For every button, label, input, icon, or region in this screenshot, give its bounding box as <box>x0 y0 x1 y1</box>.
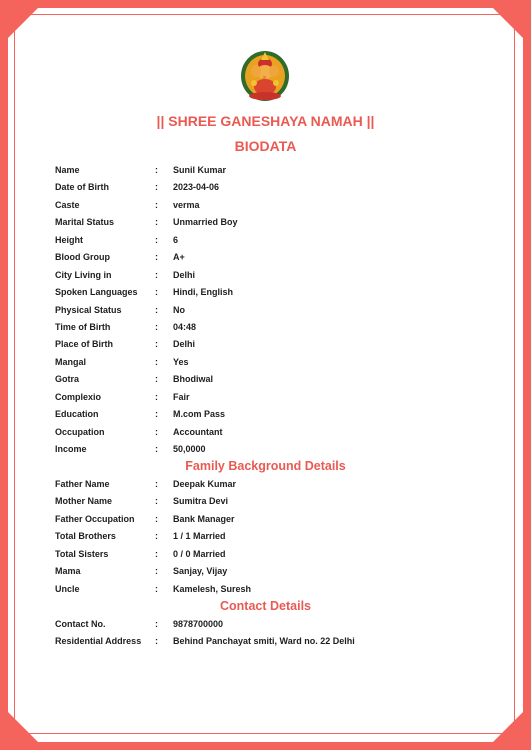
detail-row <box>55 319 475 336</box>
detail-value: 04:48 <box>173 321 197 332</box>
contact-details-heading: Contact Details <box>220 599 311 613</box>
detail-row <box>55 284 475 301</box>
detail-value: Sumitra Devi <box>173 496 229 507</box>
detail-separator: : <box>155 234 158 245</box>
detail-value: 0 / 0 Married <box>173 548 226 559</box>
detail-row <box>55 336 475 353</box>
detail-row <box>55 441 475 458</box>
detail-label: Mangal <box>55 356 87 367</box>
detail-row <box>55 371 475 388</box>
detail-row <box>55 232 475 249</box>
detail-separator: : <box>155 409 158 420</box>
detail-value: Unmarried Boy <box>173 217 238 228</box>
detail-label: Uncle <box>55 583 80 594</box>
detail-value: 50,0000 <box>173 444 206 454</box>
detail-label: Complexio <box>55 391 102 402</box>
detail-value: Accountant <box>173 426 223 437</box>
detail-separator: : <box>155 391 158 402</box>
personal-details-section <box>55 162 475 458</box>
detail-row <box>55 354 475 371</box>
detail-separator: : <box>155 513 158 524</box>
detail-row <box>55 493 475 510</box>
detail-separator: : <box>155 287 158 298</box>
detail-label: Physical Status <box>55 304 122 315</box>
detail-value: Bank Manager <box>173 513 235 524</box>
detail-row <box>55 616 475 633</box>
detail-value: 1 / 1 Married <box>173 531 226 542</box>
detail-label: Total Brothers <box>55 531 116 542</box>
detail-separator: : <box>155 356 158 367</box>
detail-label: Height <box>55 234 83 245</box>
detail-value: Bhodiwal <box>173 374 213 385</box>
detail-separator: : <box>155 269 158 280</box>
detail-row <box>55 302 475 319</box>
detail-value: M.com Pass <box>173 409 226 420</box>
detail-row <box>55 214 475 231</box>
detail-label: Residential Address <box>55 636 142 647</box>
detail-separator: : <box>155 339 158 350</box>
detail-row <box>55 179 475 196</box>
detail-separator: : <box>155 304 158 315</box>
detail-row <box>55 162 475 179</box>
detail-value: Hindi, English <box>173 287 233 298</box>
detail-label: Time of Birth <box>55 321 111 332</box>
family-details-section <box>55 476 475 598</box>
detail-row <box>55 546 475 563</box>
detail-row <box>55 389 475 406</box>
detail-row <box>55 476 475 493</box>
detail-value: Delhi <box>173 269 196 280</box>
detail-value: Sanjay, Vijay <box>173 566 228 577</box>
detail-label: Father Name <box>55 479 110 489</box>
mantra-heading: || SHREE GANESHAYA NAMAH || <box>156 113 375 129</box>
detail-separator: : <box>155 182 158 193</box>
detail-value: No <box>173 304 185 315</box>
detail-separator: : <box>155 531 158 542</box>
detail-separator: : <box>155 321 158 332</box>
detail-label: Income <box>55 444 87 454</box>
detail-value: Sunil Kumar <box>173 165 227 175</box>
detail-separator: : <box>155 619 158 629</box>
detail-value: A+ <box>173 252 185 263</box>
detail-label: Father Occupation <box>55 513 135 524</box>
detail-row <box>55 267 475 284</box>
detail-separator: : <box>155 479 158 489</box>
detail-separator: : <box>155 217 158 228</box>
detail-separator: : <box>155 548 158 559</box>
detail-row <box>55 197 475 214</box>
detail-label: Caste <box>55 199 80 210</box>
ganesha-icon <box>240 50 290 102</box>
detail-row <box>55 406 475 423</box>
detail-label: Spoken Languages <box>55 287 138 298</box>
detail-label: City Living in <box>55 269 112 280</box>
detail-row <box>55 528 475 545</box>
detail-label: Blood Group <box>55 252 110 263</box>
detail-value: Kamelesh, Suresh <box>173 583 252 594</box>
detail-value: 2023-04-06 <box>173 182 220 193</box>
detail-label: Mother Name <box>55 496 113 507</box>
detail-label: Name <box>55 165 80 175</box>
detail-row <box>55 424 475 441</box>
detail-label: Gotra <box>55 374 80 385</box>
detail-separator: : <box>155 636 158 647</box>
detail-separator: : <box>155 199 158 210</box>
detail-value: Yes <box>173 356 189 367</box>
detail-row <box>55 511 475 528</box>
detail-separator: : <box>155 374 158 385</box>
detail-separator: : <box>155 426 158 437</box>
contact-details-section <box>55 616 475 651</box>
page-title: BIODATA <box>234 138 297 154</box>
detail-value: 6 <box>173 234 179 245</box>
detail-separator: : <box>155 252 158 263</box>
detail-label: Occupation <box>55 426 105 437</box>
detail-label: Place of Birth <box>55 339 114 350</box>
detail-value: 9878700000 <box>173 619 224 629</box>
detail-value: Behind Panchayat smiti, Ward no. 22 Delhi <box>173 636 355 647</box>
detail-row <box>55 563 475 580</box>
detail-label: Mama <box>55 566 81 577</box>
detail-row <box>55 249 475 266</box>
detail-value: verma <box>173 199 200 210</box>
detail-row <box>55 581 475 598</box>
detail-value: Fair <box>173 391 190 402</box>
family-background-heading: Family Background Details <box>185 459 346 473</box>
detail-separator: : <box>155 496 158 507</box>
detail-separator: : <box>155 566 158 577</box>
detail-label: Education <box>55 409 99 420</box>
detail-label: Total Sisters <box>55 548 109 559</box>
detail-label: Marital Status <box>55 217 115 228</box>
detail-row <box>55 633 475 650</box>
detail-separator: : <box>155 444 158 454</box>
detail-separator: : <box>155 583 158 594</box>
detail-label: Contact No. <box>55 619 106 629</box>
detail-value: Delhi <box>173 339 196 350</box>
detail-label: Date of Birth <box>55 182 109 193</box>
detail-separator: : <box>155 165 158 175</box>
detail-value: Deepak Kumar <box>173 479 237 489</box>
